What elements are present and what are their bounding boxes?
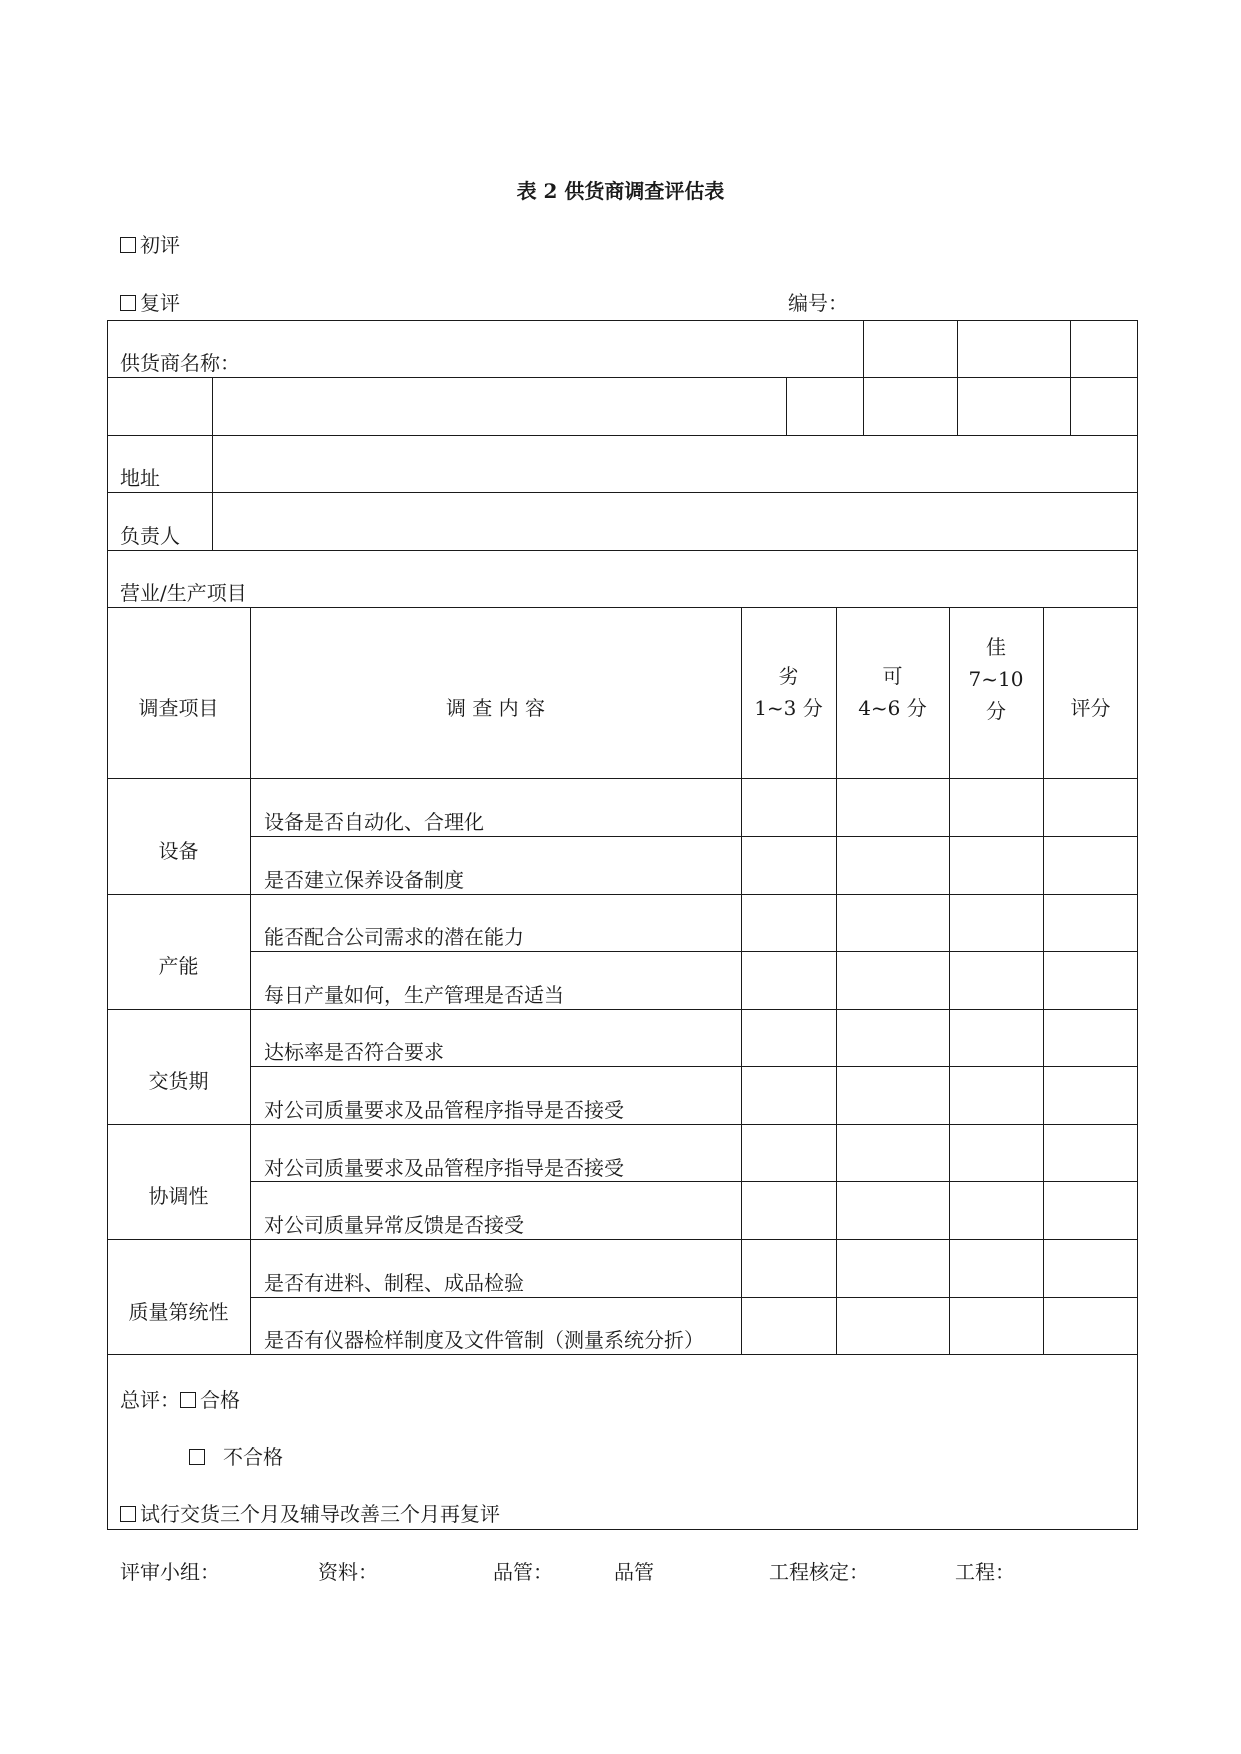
- table-border-top: [107, 320, 1138, 321]
- criterion: 是否有进料、制程、成品检验: [264, 1271, 524, 1295]
- row-line: [107, 1009, 1138, 1010]
- col-line: [863, 320, 864, 435]
- header-item: 调查项目: [138, 696, 219, 720]
- row-line: [107, 1354, 1138, 1355]
- criterion: 对公司质量要求及品管程序指导是否接受: [264, 1098, 624, 1122]
- header-good-label: 佳: [986, 635, 1006, 659]
- col-line: [212, 435, 213, 550]
- trial-checkbox[interactable]: [120, 1506, 136, 1522]
- table-border-left: [107, 320, 108, 1530]
- header-fair: [836, 662, 949, 722]
- overall-fail-option[interactable]: [189, 1441, 283, 1470]
- criterion: 对公司质量异常反馈是否接受: [264, 1213, 524, 1237]
- header-poor-range: 1~3 分: [754, 696, 823, 720]
- initial-review-option[interactable]: [120, 229, 180, 258]
- table-border-right: [1137, 320, 1138, 1530]
- serial-number-label: 编号：: [788, 291, 848, 315]
- category-quality-system: 质量第统性: [128, 1300, 229, 1324]
- row-line: [250, 1297, 1138, 1298]
- col-line: [957, 320, 958, 435]
- re-review-option[interactable]: [120, 287, 180, 316]
- initial-review-label: 初评: [140, 233, 180, 257]
- business-label: 营业/生产项目: [120, 581, 247, 605]
- criterion: 达标率是否符合要求: [264, 1040, 444, 1064]
- overall-label: 总评：: [120, 1388, 180, 1412]
- category-capacity: 产能: [158, 954, 199, 978]
- engineering-approval-label: 工程核定：: [769, 1560, 869, 1584]
- qc-label: 品管：: [493, 1560, 553, 1584]
- trial-option[interactable]: [120, 1498, 500, 1527]
- overall-pass-option[interactable]: [120, 1384, 240, 1413]
- pass-checkbox[interactable]: [180, 1392, 196, 1408]
- initial-review-checkbox[interactable]: [120, 237, 136, 253]
- row-line: [107, 1124, 1138, 1125]
- col-line: [212, 377, 213, 435]
- manager-label: 负责人: [120, 524, 180, 548]
- criterion: 能否配合公司需求的潜在能力: [264, 925, 524, 949]
- page-title: 表 2 供货商调查评估表: [516, 179, 725, 203]
- row-line: [107, 894, 1138, 895]
- row-line: [250, 1066, 1138, 1067]
- row-line: [107, 550, 1138, 551]
- header-content: 调 查 内 容: [445, 696, 546, 720]
- header-good: [949, 633, 1043, 725]
- evaluation-table: [107, 320, 1138, 1530]
- address-label: 地址: [120, 466, 160, 490]
- criterion: 设备是否自动化、合理化: [264, 810, 484, 834]
- pass-label: 合格: [200, 1388, 240, 1412]
- row-line: [107, 778, 1138, 779]
- supplier-name-label: 供货商名称：: [120, 351, 240, 375]
- header-fair-range: 4~6 分: [858, 696, 927, 720]
- trial-label: 试行交货三个月及辅导改善三个月再复评: [140, 1502, 500, 1526]
- category-equipment: 设备: [158, 839, 199, 863]
- header-good-unit: 分: [986, 699, 1006, 723]
- row-line: [250, 836, 1138, 837]
- review-group-label: 评审小组：: [120, 1560, 220, 1584]
- row-line: [107, 435, 1138, 436]
- row-line: [107, 492, 1138, 493]
- criterion: 每日产量如何，生产管理是否适当: [264, 983, 564, 1007]
- header-good-range: 7~10: [968, 667, 1024, 691]
- re-review-label: 复评: [140, 291, 180, 315]
- fail-label: 不合格: [223, 1445, 283, 1469]
- row-line: [107, 377, 1138, 378]
- fail-checkbox[interactable]: [189, 1449, 205, 1465]
- criterion: 是否建立保养设备制度: [264, 868, 464, 892]
- engineering-label: 工程：: [955, 1560, 1015, 1584]
- header-poor: [741, 662, 836, 722]
- row-line: [107, 607, 1138, 608]
- table-border-bottom: [107, 1529, 1138, 1530]
- criterion: 对公司质量要求及品管程序指导是否接受: [264, 1156, 624, 1180]
- col-line: [786, 377, 787, 435]
- header-poor-label: 劣: [778, 664, 799, 688]
- criterion: 是否有仪器检样制度及文件管制（测量系统分折）: [264, 1328, 704, 1352]
- header-fair-label: 可: [882, 664, 903, 688]
- row-line: [250, 1181, 1138, 1182]
- qc-label-2: 品管: [614, 1560, 654, 1584]
- re-review-checkbox[interactable]: [120, 295, 136, 311]
- row-line: [250, 951, 1138, 952]
- data-label: 资料：: [318, 1560, 378, 1584]
- category-coordination: 协调性: [148, 1184, 209, 1208]
- category-delivery: 交货期: [148, 1069, 209, 1093]
- col-line: [1070, 320, 1071, 435]
- header-score: 评分: [1070, 696, 1111, 720]
- row-line: [107, 1239, 1138, 1240]
